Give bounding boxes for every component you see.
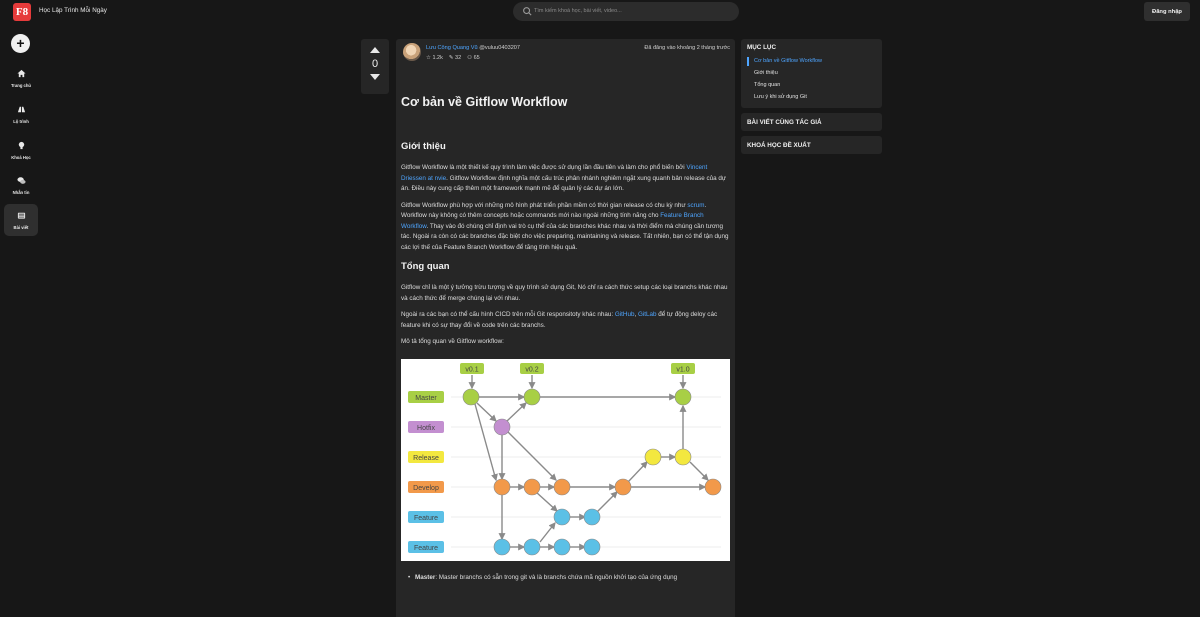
- tag-v01-text: v0.1: [465, 366, 479, 373]
- search-icon: [522, 6, 533, 17]
- home-icon: [17, 69, 26, 78]
- commit-develop: [554, 479, 570, 495]
- sidebar-item-courses[interactable]: [4, 134, 38, 166]
- commit-develop: [615, 479, 631, 495]
- commit-master: [524, 389, 540, 405]
- paragraph: Gitflow Workflow là một thiết kế quy trình làm việc được sử dụng lần đầu tiên và làm cho phổ biến bởi Vincent Driessen at nvie. Gitflow Workflow định nghĩa một cấu trúc phân nhánh nghiêm ngặt xung quanh bản release của dự án. Điều này cung cấp thêm một framework mạnh mẽ để quản lý các dự án lớn.: [401, 164, 727, 192]
- sidebar-item-label: Bài viết: [13, 224, 29, 230]
- lane-master-text: Master: [415, 394, 437, 402]
- stars-stat: ☆ 1.2k: [426, 55, 443, 61]
- tag-v10-text: v1.0: [676, 366, 690, 373]
- toc-item[interactable]: Cơ bản về Gitflow Workflow: [754, 58, 822, 64]
- gitflow-diagram: [401, 359, 730, 561]
- lane-hotfix-text: Hotfix: [417, 424, 435, 432]
- posts-stat: ✎ 32: [448, 55, 462, 61]
- heading-intro: Giới thiệu: [401, 141, 446, 152]
- sidebar-item-label: Trang chủ: [10, 82, 31, 88]
- author-avatar[interactable]: [403, 43, 421, 61]
- pencil-icon: ✎: [448, 55, 454, 61]
- downvote-icon[interactable]: [370, 74, 380, 80]
- commit-develop: [705, 479, 721, 495]
- search-bar[interactable]: [513, 2, 739, 21]
- article-title: Cơ bản về Gitflow Workflow: [401, 95, 568, 109]
- author-line: [426, 45, 520, 51]
- lane-develop-text: Develop: [413, 484, 439, 492]
- toc-active-indicator: [747, 57, 749, 66]
- toc-item[interactable]: Giới thiệu: [754, 70, 778, 76]
- paragraph: Gitflow chỉ là một ý tưởng trừu tượng về quy trình sử dụng Git, Nó chỉ ra cách thức setup các loại branchs khác nhau và cách thức để merge chúng lại với nhau.: [401, 284, 728, 302]
- commit-master: [675, 389, 691, 405]
- commit-release: [675, 449, 691, 465]
- user-icon: ⚇: [467, 55, 473, 61]
- lightbulb-icon: [17, 141, 26, 150]
- search-input[interactable]: Tìm kiếm khoá học, bài viết, video...: [534, 8, 622, 14]
- lane-feature-text-2: Feature: [413, 544, 439, 552]
- sidebar-item-articles[interactable]: [4, 204, 38, 236]
- author-stats: [426, 55, 480, 61]
- commit-master: [463, 389, 479, 405]
- link-feature-branch[interactable]: Feature Branch Workflow: [401, 212, 704, 230]
- commit-feature: [554, 539, 570, 555]
- add-post-button[interactable]: +: [11, 34, 30, 53]
- login-button[interactable]: Đăng nhập: [1144, 2, 1190, 21]
- vote-score: 0: [371, 58, 379, 70]
- paragraph: Gitflow Workflow phù hợp với những mô hình phát triển phần mềm có thời gian release có chu kỳ như scrum. Workflow này không có thêm concepts hoặc commands mới nào ngoài những tính năng cho Feature Branch Workflow. Thay vào đó chúng chỉ định vai trò cụ thể của các branches khác nhau và thời điểm mà chúng cần tương tác. Ngoài ra còn có các branches đặc biệt cho việc preparing, maintaining và release. Tất nhiên, bạn có thể tận dụng các lợi thế của Feature Branch Workflow để tăng tính hiệu quả.: [401, 201, 729, 251]
- panel-title: BÀI VIẾT CÙNG TÁC GIẢ: [747, 119, 822, 126]
- commit-hotfix: [494, 419, 510, 435]
- commit-release: [645, 449, 661, 465]
- link-gitlab[interactable]: GitLab: [637, 311, 657, 318]
- commit-feature: [584, 509, 600, 525]
- tag-v02-text: v0.2: [525, 366, 539, 373]
- posted-time: Đã đăng vào khoảng 2 tháng trước: [644, 45, 730, 51]
- commit-feature: [494, 539, 510, 555]
- author-handle: @vuluu0403207: [479, 45, 521, 51]
- link-scrum[interactable]: scrum: [687, 201, 705, 209]
- road-icon: [17, 105, 26, 114]
- upvote-icon[interactable]: [370, 47, 380, 53]
- chat-icon: [17, 176, 26, 185]
- toc-item[interactable]: Tổng quan: [754, 82, 781, 88]
- commit-feature: [524, 539, 540, 555]
- commit-feature: [554, 509, 570, 525]
- sidebar-item-label: Nhắn tin: [12, 189, 30, 195]
- star-icon: ☆: [426, 55, 431, 61]
- panel-title: KHOÁ HỌC ĐỀ XUẤT: [747, 142, 811, 149]
- link-github[interactable]: GitHub: [614, 311, 635, 318]
- vote-box: [361, 39, 389, 94]
- table-of-contents: [741, 39, 882, 108]
- commit-feature: [584, 539, 600, 555]
- same-author-panel[interactable]: [741, 113, 882, 131]
- paragraph: Ngoài ra các bạn có thể cấu hình CICD trên mỗi Git responsitoty khác nhau: GitHub, GitLab để tự động deloy các feature khi có sự thay đổi về code trên các branchs.: [401, 311, 718, 329]
- suggested-courses-panel[interactable]: [741, 136, 882, 154]
- sidebar-item-messages[interactable]: [4, 169, 38, 201]
- top-header: [0, 0, 1200, 24]
- sidebar-item-label: Lộ trình: [13, 118, 29, 124]
- link-vincent[interactable]: Vincent Driessen at nvie: [401, 164, 708, 182]
- author-name[interactable]: Lưu Công Quang Vũ: [426, 45, 478, 51]
- lane-feature-text: Feature: [413, 514, 439, 522]
- article-content: [401, 141, 731, 590]
- sidebar-item-home[interactable]: [4, 62, 38, 94]
- followers-stat: ⚇ 65: [467, 55, 480, 61]
- toc-heading: MỤC LỤC: [747, 44, 777, 51]
- commit-develop: [524, 479, 540, 495]
- list-item: • Master: Master branchs có sẵn trong git và là branchs chứa mã nguồn khởi tạo của ứng dụng: [401, 573, 731, 584]
- toc-item[interactable]: Lưu ý khi sử dụng Git: [754, 94, 807, 100]
- commit-develop: [494, 479, 510, 495]
- lane-release-text: Release: [413, 454, 439, 462]
- brand-name: Học Lập Trình Mỗi Ngày: [39, 7, 107, 14]
- article-card: [396, 39, 735, 617]
- paragraph: Mô tả tổng quan về Gitflow workflow:: [401, 338, 504, 345]
- newspaper-icon: [17, 211, 26, 220]
- sidebar-item-label: Khoá Học: [11, 154, 31, 160]
- f8-logo[interactable]: F8: [13, 3, 31, 21]
- sidebar-item-roadmap[interactable]: [4, 98, 38, 130]
- heading-overview: Tổng quan: [401, 261, 450, 272]
